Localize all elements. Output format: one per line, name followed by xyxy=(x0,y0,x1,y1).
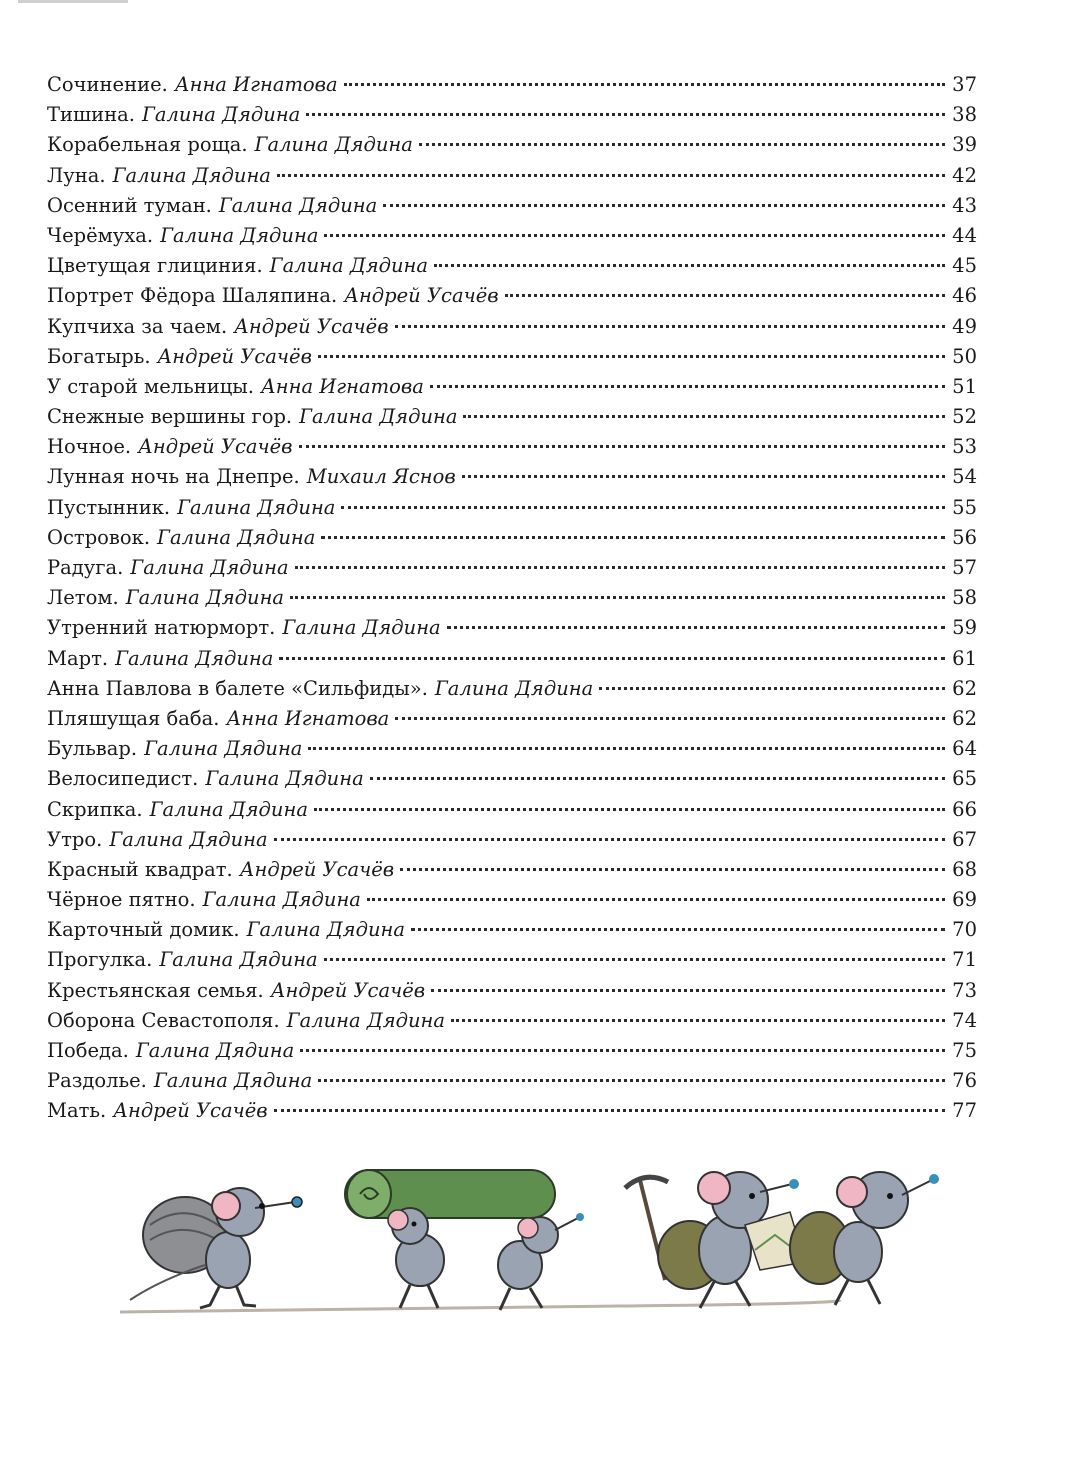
toc-entry-author: Галина Дядина xyxy=(112,163,271,187)
toc-entry xyxy=(47,191,977,221)
toc-entry xyxy=(47,885,977,915)
dot-leader xyxy=(505,294,945,297)
dot-leader xyxy=(463,415,945,418)
toc-entry-author: Галина Дядина xyxy=(144,737,303,761)
toc-entry xyxy=(47,161,977,191)
toc-entry xyxy=(47,402,977,432)
toc-entry-author: Андрей Усачёв xyxy=(138,435,293,459)
toc-entry-author: Галина Дядина xyxy=(153,1069,313,1093)
toc-entry-author: Анна Игнатова xyxy=(261,374,424,398)
toc-entry-title: Бульвар. xyxy=(47,737,138,761)
toc-entry xyxy=(47,1066,977,1096)
toc-entry-page-number: 38 xyxy=(952,103,977,127)
toc-entry-title: Утренний натюрморт. xyxy=(47,616,276,640)
dot-leader xyxy=(274,1109,945,1112)
dot-leader xyxy=(370,777,945,780)
toc-entry-title: Ночное. xyxy=(47,435,132,459)
toc-entry-title: Велосипедист. xyxy=(47,767,199,791)
toc-entry-author: Галина Дядина xyxy=(149,797,308,821)
toc-entry-page-number: 50 xyxy=(952,344,977,368)
table-of-contents xyxy=(47,70,977,1127)
toc-entry-page-number: 54 xyxy=(952,465,977,489)
toc-entry-title: Цветущая глициния. xyxy=(47,254,263,278)
toc-entry-title: Пляшущая баба. xyxy=(47,706,220,730)
toc-entry-title: Анна Павлова в балете «Сильфиды». xyxy=(47,676,428,700)
toc-entry-page-number: 56 xyxy=(952,525,977,549)
toc-entry-author: Галина Дядина xyxy=(286,1008,445,1032)
dot-leader xyxy=(318,1079,945,1082)
toc-entry-title: Красный квадрат. xyxy=(47,857,233,881)
toc-entry-page-number: 39 xyxy=(952,133,977,157)
toc-entry-page-number: 71 xyxy=(952,948,977,972)
toc-entry-page-number: 65 xyxy=(952,767,977,791)
toc-entry xyxy=(47,523,977,553)
toc-entry-title: Сочинение. xyxy=(47,73,168,96)
toc-entry-page-number: 62 xyxy=(952,706,977,730)
toc-entry-author: Андрей Усачёв xyxy=(113,1099,268,1123)
toc-entry xyxy=(47,734,977,764)
toc-entry xyxy=(47,613,977,643)
toc-entry-author: Галина Дядина xyxy=(160,223,319,247)
dot-leader xyxy=(447,626,945,629)
dot-leader xyxy=(314,808,945,811)
dot-leader xyxy=(383,204,945,207)
toc-entry-title: Корабельная роща. xyxy=(47,133,248,157)
toc-entry-author: Галина Дядина xyxy=(177,495,336,519)
dot-leader xyxy=(277,174,945,177)
toc-entry-page-number: 49 xyxy=(952,314,977,338)
toc-entry-page-number: 62 xyxy=(952,676,977,700)
toc-entry-title: Оборона Севастополя. xyxy=(47,1008,280,1032)
toc-entry-author: Галина Дядина xyxy=(269,254,429,278)
toc-entry xyxy=(47,795,977,825)
toc-entry-page-number: 64 xyxy=(952,737,977,761)
toc-entry-author: Галина Дядина xyxy=(202,888,361,912)
dot-leader xyxy=(431,989,945,992)
toc-entry-title: Чёрное пятно. xyxy=(47,888,196,912)
toc-entry-author: Галина Дядина xyxy=(218,193,378,217)
toc-entry-title: Снежные вершины гор. xyxy=(47,405,293,429)
toc-entry xyxy=(47,855,977,885)
toc-entry-author: Анна Игнатова xyxy=(174,73,338,96)
toc-entry-author: Галина Дядина xyxy=(157,525,316,549)
toc-entry xyxy=(47,945,977,975)
dot-leader xyxy=(324,958,945,961)
toc-entry-author: Галина Дядина xyxy=(246,918,405,942)
toc-entry-page-number: 74 xyxy=(952,1008,977,1032)
toc-entry-author: Андрей Усачёв xyxy=(344,284,499,308)
mouse-with-bedroll-icon xyxy=(130,1188,302,1308)
toc-entry xyxy=(47,644,977,674)
toc-entry-page-number: 77 xyxy=(952,1099,977,1123)
toc-entry-page-number: 59 xyxy=(952,616,977,640)
toc-entry-page-number: 73 xyxy=(952,978,977,1002)
toc-entry xyxy=(47,553,977,583)
toc-entry-title: Черёмуха. xyxy=(47,223,154,247)
dot-leader xyxy=(318,355,945,358)
toc-entry-author: Галина Дядина xyxy=(254,133,413,157)
toc-entry-author: Галина Дядина xyxy=(141,103,301,127)
toc-entry-page-number: 44 xyxy=(952,223,977,247)
toc-entry-page-number: 68 xyxy=(952,857,977,881)
toc-entry-title: Утро. xyxy=(47,827,103,851)
toc-entry-page-number: 69 xyxy=(952,888,977,912)
toc-entry-title: Богатырь. xyxy=(47,344,151,368)
dot-leader xyxy=(308,747,945,750)
toc-entry xyxy=(47,1036,977,1066)
toc-entry xyxy=(47,372,977,402)
toc-entry-page-number: 46 xyxy=(952,284,977,308)
toc-entry-page-number: 61 xyxy=(952,646,977,670)
toc-entry xyxy=(47,130,977,160)
toc-entry-author: Галина Дядина xyxy=(205,767,364,791)
toc-entry xyxy=(47,462,977,492)
dot-leader xyxy=(434,264,945,267)
mice-carrying-mat-icon xyxy=(345,1170,584,1310)
toc-entry-title: Март. xyxy=(47,646,109,670)
dot-leader xyxy=(395,325,945,328)
toc-entry-author: Галина Дядина xyxy=(299,405,458,429)
toc-entry xyxy=(47,312,977,342)
toc-entry-page-number: 43 xyxy=(952,193,977,217)
dot-leader xyxy=(367,898,945,901)
toc-entry-author: Галина Дядина xyxy=(159,948,318,972)
dot-leader xyxy=(306,113,945,116)
dot-leader xyxy=(324,234,945,237)
toc-entry-title: Осенний туман. xyxy=(47,193,212,217)
dot-leader xyxy=(279,657,945,660)
hiking-mice-illustration xyxy=(0,1140,1080,1340)
dot-leader xyxy=(411,928,945,931)
dot-leader xyxy=(344,83,945,86)
toc-entry xyxy=(47,1096,977,1126)
dot-leader xyxy=(300,1049,945,1052)
toc-entry-title: Купчиха за чаем. xyxy=(47,314,228,338)
toc-entry xyxy=(47,915,977,945)
toc-entry xyxy=(47,825,977,855)
dot-leader xyxy=(400,868,945,871)
toc-entry-author: Галина Дядина xyxy=(130,556,289,579)
toc-entry-author: Анна Игнатова xyxy=(226,706,390,730)
toc-entry xyxy=(47,70,977,100)
toc-entry-author: Галина Дядина xyxy=(125,586,285,610)
toc-entry xyxy=(47,1006,977,1036)
toc-entry-author: Андрей Усачёв xyxy=(239,857,395,881)
toc-entry-page-number: 66 xyxy=(952,797,977,821)
toc-entry-page-number: 70 xyxy=(952,918,977,942)
toc-entry-page-number: 52 xyxy=(952,405,977,429)
toc-entry-page-number: 42 xyxy=(952,163,977,187)
dot-leader xyxy=(599,687,945,690)
dot-leader xyxy=(299,445,945,448)
toc-entry-title: Карточный домик. xyxy=(47,918,240,942)
toc-entry-title: Летом. xyxy=(47,586,119,610)
toc-entry-title: Прогулка. xyxy=(47,948,153,972)
toc-entry-page-number: 76 xyxy=(952,1069,977,1093)
toc-entry xyxy=(47,764,977,794)
toc-entry-author: Галина Дядина xyxy=(115,646,274,670)
toc-entry-title: Тишина. xyxy=(47,103,135,127)
dot-leader xyxy=(274,838,945,841)
toc-entry-page-number: 53 xyxy=(952,435,977,459)
toc-entry-author: Андрей Усачёв xyxy=(270,978,426,1002)
mouse-with-map-icon xyxy=(625,1172,805,1308)
toc-entry xyxy=(47,342,977,372)
toc-entry-title: Островок. xyxy=(47,525,151,549)
toc-entry-page-number: 51 xyxy=(952,374,977,398)
toc-entry-author: Андрей Усачёв xyxy=(234,314,389,338)
toc-entry-page-number: 45 xyxy=(952,254,977,278)
toc-entry-page-number: 75 xyxy=(952,1039,977,1062)
toc-entry xyxy=(47,281,977,311)
toc-entry-author: Галина Дядина xyxy=(109,827,268,851)
toc-entry-title: Скрипка. xyxy=(47,797,143,821)
page-edge-mark xyxy=(18,0,128,3)
toc-entry-title: Раздолье. xyxy=(47,1069,147,1093)
dot-leader xyxy=(341,506,945,509)
dot-leader xyxy=(290,596,945,599)
toc-entry-title: Мать. xyxy=(47,1099,107,1123)
toc-entry xyxy=(47,221,977,251)
toc-entry xyxy=(47,493,977,523)
toc-entry xyxy=(47,704,977,734)
toc-entry-title: Радуга. xyxy=(47,556,124,579)
dot-leader xyxy=(321,536,945,539)
toc-entry-author: Михаил Яснов xyxy=(306,465,456,489)
toc-entry xyxy=(47,432,977,462)
toc-entry xyxy=(47,583,977,613)
toc-entry-author: Галина Дядина xyxy=(434,676,594,700)
toc-entry-title: Луна. xyxy=(47,163,106,187)
toc-entry-page-number: 37 xyxy=(952,73,977,96)
dot-leader xyxy=(395,717,945,720)
dot-leader xyxy=(419,143,945,146)
toc-entry-title: У старой мельницы. xyxy=(47,374,255,398)
toc-entry xyxy=(47,100,977,130)
toc-entry-author: Галина Дядина xyxy=(282,616,441,640)
toc-entry-author: Галина Дядина xyxy=(135,1039,295,1062)
dot-leader xyxy=(295,566,945,569)
toc-entry xyxy=(47,251,977,281)
toc-entry-title: Пустынник. xyxy=(47,495,171,519)
toc-entry xyxy=(47,976,977,1006)
mouse-with-backpack-icon xyxy=(790,1172,939,1305)
ground-line xyxy=(120,1300,840,1312)
toc-entry-title: Победа. xyxy=(47,1039,129,1062)
toc-entry xyxy=(47,674,977,704)
dot-leader xyxy=(451,1019,945,1022)
toc-entry-page-number: 67 xyxy=(952,827,977,851)
dot-leader xyxy=(430,385,945,388)
toc-entry-page-number: 55 xyxy=(952,495,977,519)
toc-entry-author: Андрей Усачёв xyxy=(157,344,312,368)
toc-entry-title: Лунная ночь на Днепре. xyxy=(47,465,300,489)
toc-entry-page-number: 57 xyxy=(952,556,977,579)
toc-entry-title: Портрет Фёдора Шаляпина. xyxy=(47,284,338,308)
toc-entry-title: Крестьянская семья. xyxy=(47,978,264,1002)
dot-leader xyxy=(462,475,945,478)
toc-entry-page-number: 58 xyxy=(952,586,977,610)
